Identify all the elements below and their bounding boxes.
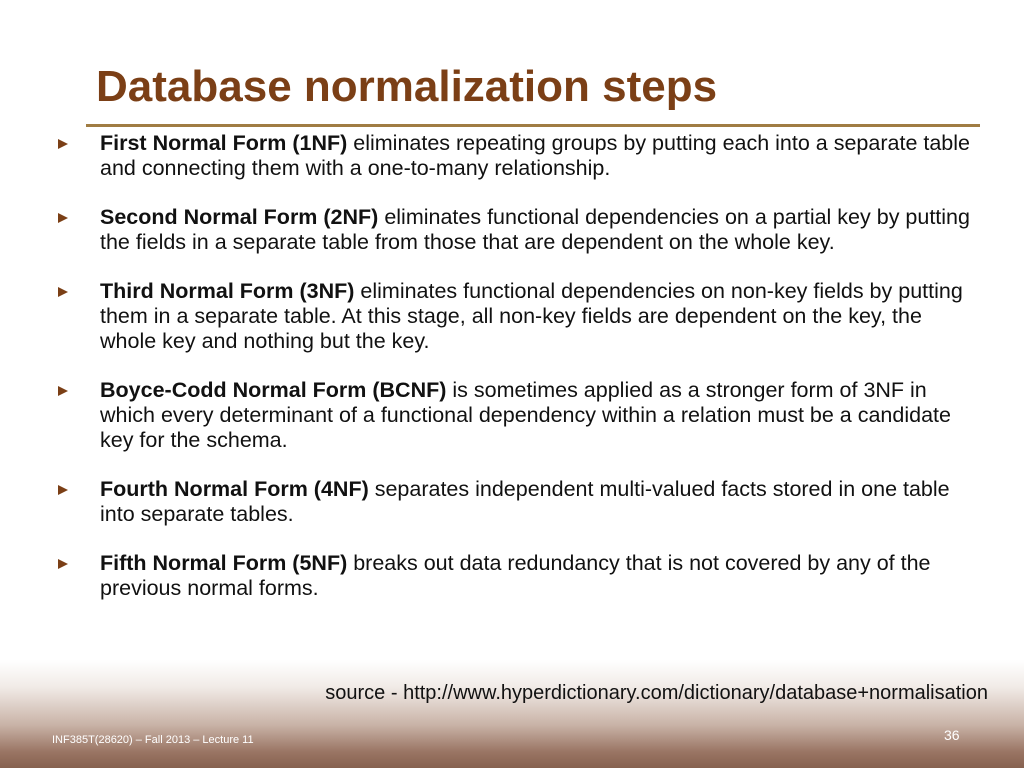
bullet-description: is sometimes applied as a stronger form of 3NF in which every determinant of a functional dependency within a relation must be a candidate key for the schema. — [100, 378, 951, 452]
triangle-right-icon — [58, 485, 68, 495]
bullet-text — [100, 205, 978, 255]
bullet-term: Second Normal Form (2NF) — [100, 205, 379, 229]
source-citation: source - http://www.hyperdictionary.com/dictionary/database+normalisation — [325, 682, 988, 704]
bullet-item-5nf — [58, 551, 978, 601]
bullet-term: Fifth Normal Form (5NF) — [100, 551, 348, 575]
bullet-term: First Normal Form (1NF) — [100, 131, 348, 155]
bullet-term: Fourth Normal Form (4NF) — [100, 477, 369, 501]
triangle-right-icon — [58, 287, 68, 297]
bullet-description: eliminates functional dependencies on non-key fields by putting them in a separate table. At this stage, all non-key fields are dependent on the key, the whole key and nothing but the key. — [100, 279, 963, 353]
triangle-right-icon — [58, 139, 68, 149]
bullet-text — [100, 477, 978, 527]
slide-title: Database normalization steps — [96, 62, 718, 111]
slide-number: 36 — [944, 727, 960, 743]
footer-course-label: INF385T(28620) – Fall 2013 – Lecture 11 — [52, 734, 254, 746]
bullet-item-bcnf — [58, 378, 978, 453]
bullet-item-2nf — [58, 205, 978, 255]
bullet-description: separates independent multi-valued facts stored in one table into separate tables. — [100, 477, 950, 526]
bullet-text — [100, 378, 978, 453]
bullet-description: breaks out data redundancy that is not covered by any of the previous normal forms. — [100, 551, 931, 600]
bullet-list — [58, 131, 978, 625]
bullet-text — [100, 551, 978, 601]
triangle-right-icon — [58, 559, 68, 569]
triangle-right-icon — [58, 213, 68, 223]
bullet-item-3nf — [58, 279, 978, 354]
bullet-term: Boyce-Codd Normal Form (BCNF) — [100, 378, 447, 402]
title-divider — [86, 124, 980, 127]
bullet-term: Third Normal Form (3NF) — [100, 279, 355, 303]
bullet-text — [100, 279, 978, 354]
triangle-right-icon — [58, 386, 68, 396]
bullet-text — [100, 131, 978, 181]
bullet-description: eliminates repeating groups by putting each into a separate table and connecting them with a one-to-many relationship. — [100, 131, 970, 180]
footer-band — [0, 660, 1024, 768]
bullet-item-4nf — [58, 477, 978, 527]
bullet-description: eliminates functional dependencies on a partial key by putting the fields in a separate table from those that are dependent on the whole key. — [100, 205, 970, 254]
bullet-item-1nf — [58, 131, 978, 181]
